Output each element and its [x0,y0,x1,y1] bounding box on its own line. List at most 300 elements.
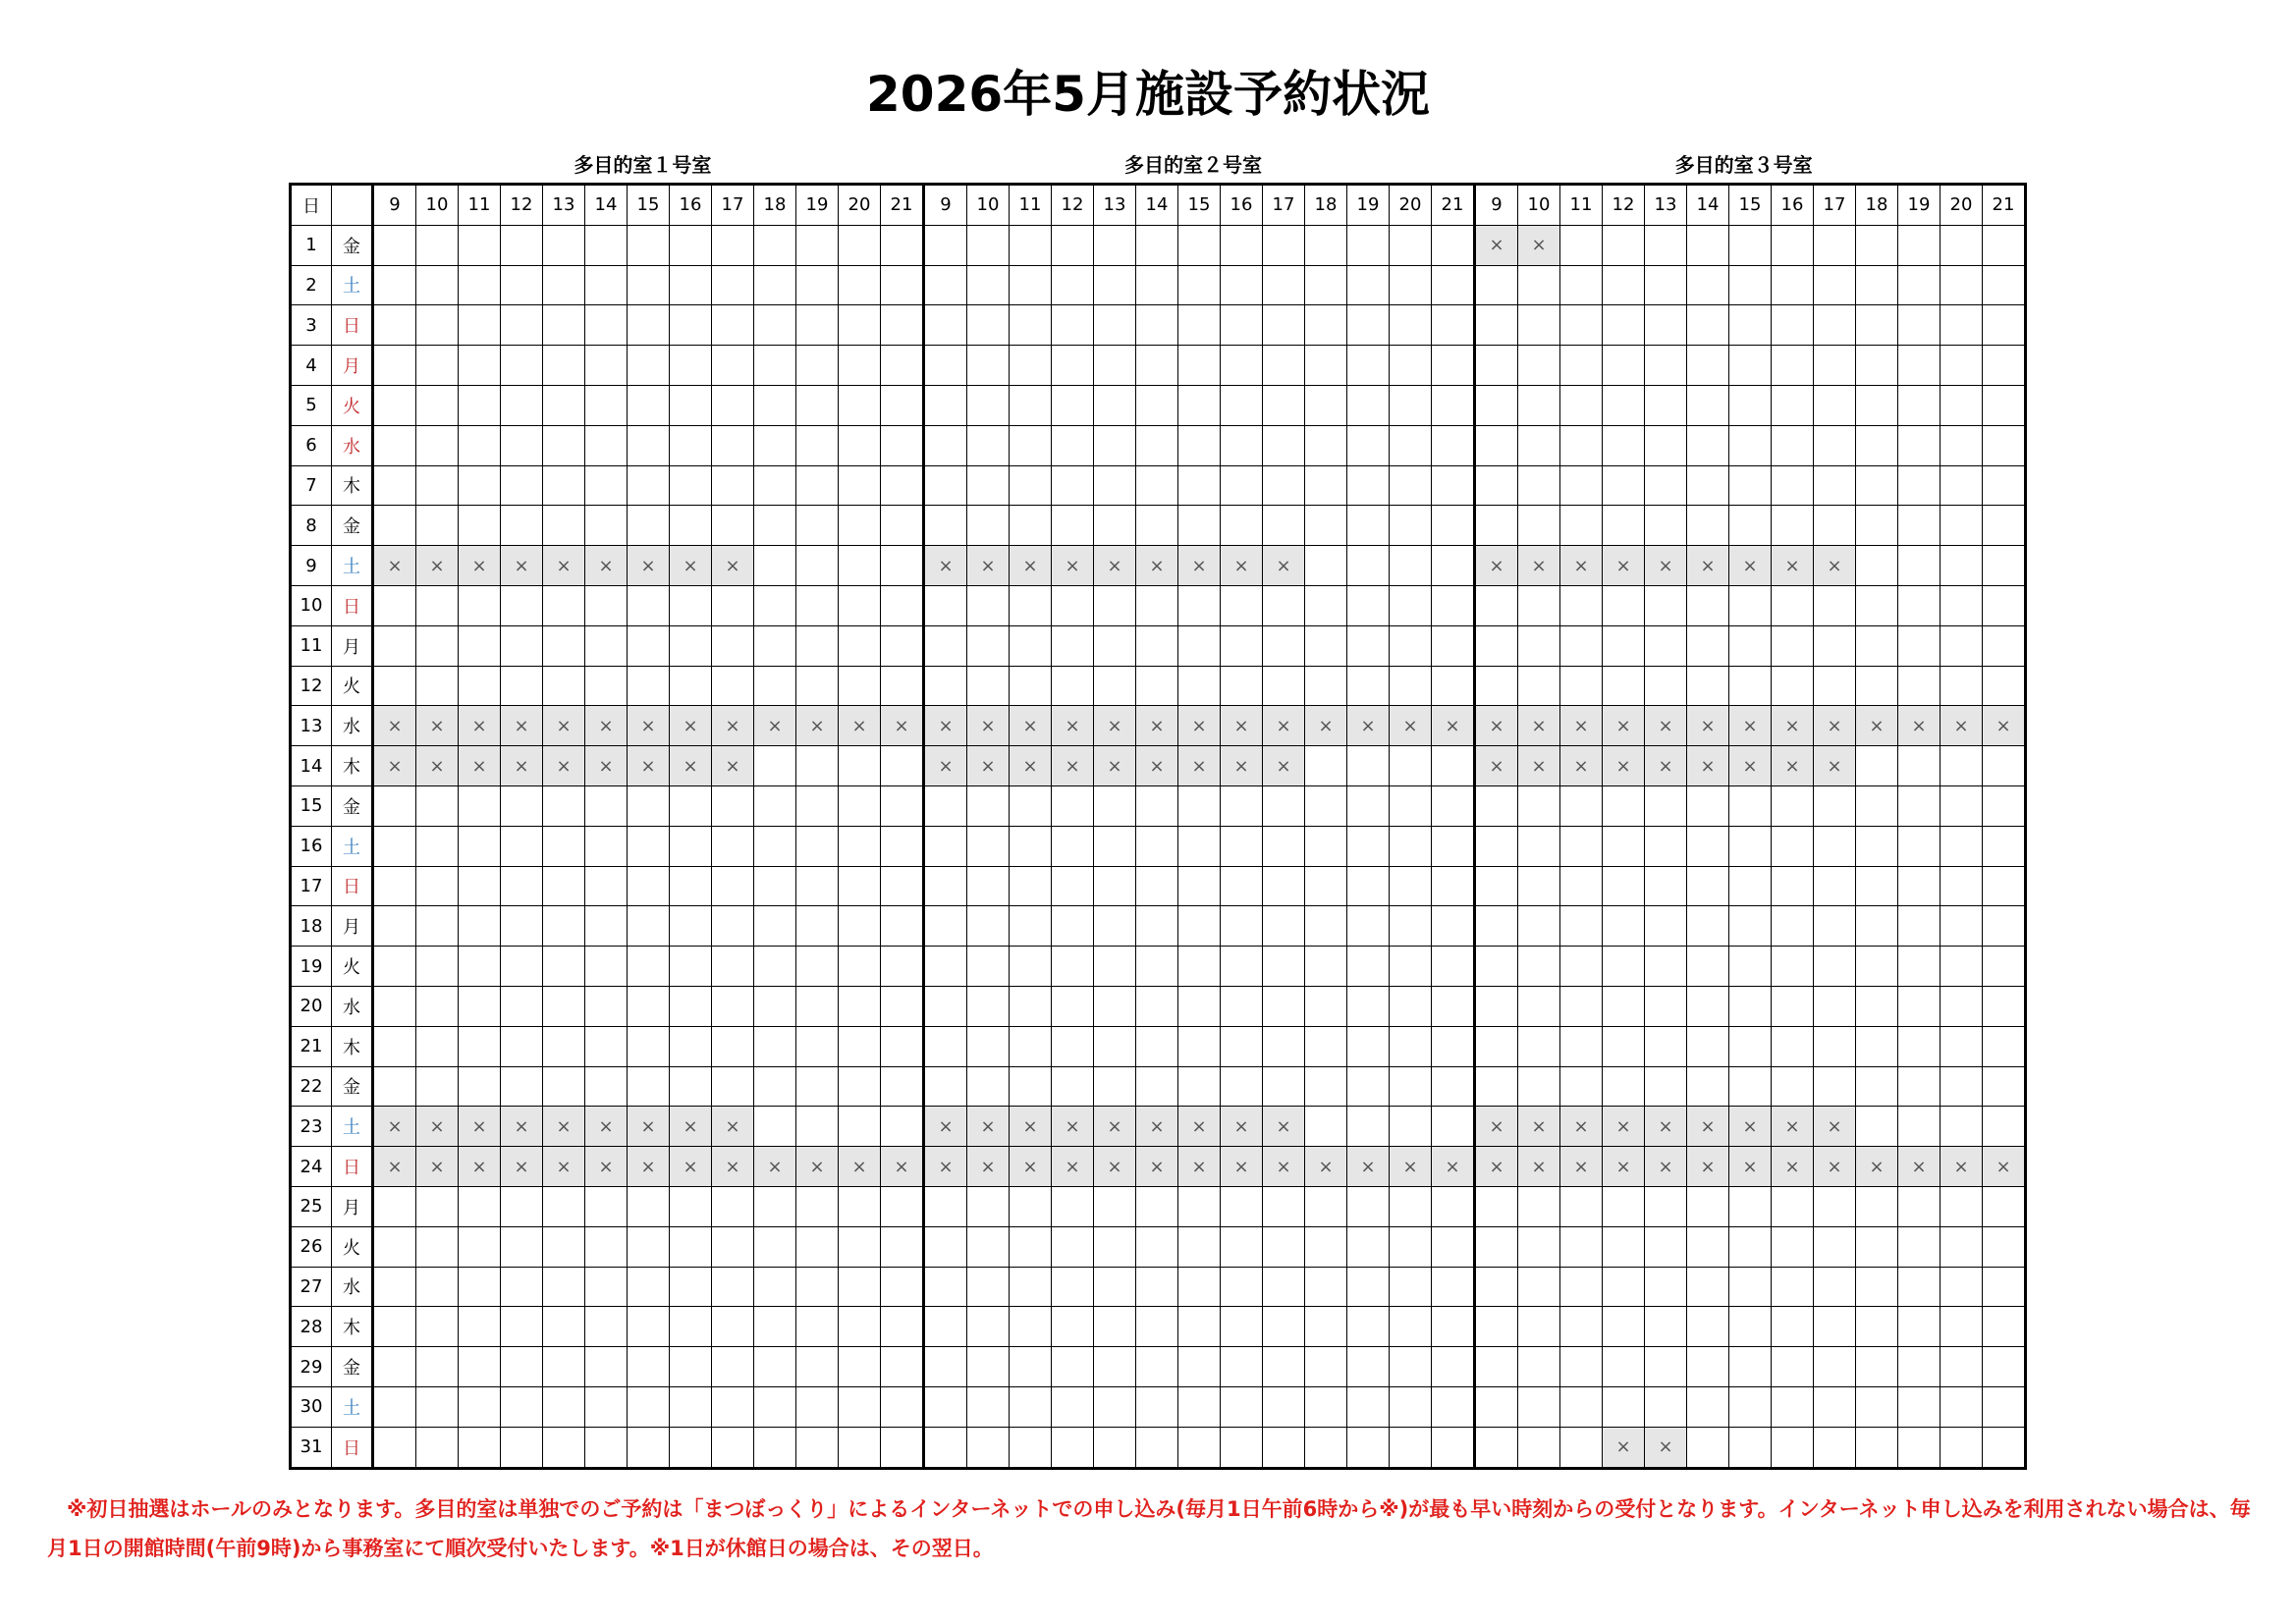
day-number: 28 [291,1307,332,1347]
available-slot [1941,225,1983,265]
available-slot [1475,425,1518,465]
available-slot [1263,1026,1305,1066]
available-slot [1390,305,1432,346]
hour-header: 15 [1729,185,1772,226]
available-slot [1432,425,1475,465]
available-slot [543,625,585,666]
available-slot [670,425,712,465]
available-slot [1136,625,1178,666]
available-slot [967,585,1010,625]
available-slot [1856,1107,1898,1147]
available-slot [1305,1107,1347,1147]
booked-slot: × [1645,1147,1687,1187]
booked-slot: × [1052,1147,1094,1187]
available-slot [1094,947,1136,987]
available-slot [1136,866,1178,906]
available-slot [459,346,501,386]
day-row [291,1147,2026,1187]
hour-header: 11 [459,185,501,226]
booked-slot: × [1772,1147,1814,1187]
available-slot [1094,1267,1136,1307]
available-slot [501,625,543,666]
weekday-label: 土 [332,1386,373,1427]
available-slot [881,506,924,546]
available-slot [416,465,459,506]
available-slot [1898,346,1941,386]
available-slot [1178,1066,1221,1107]
available-slot [839,425,881,465]
available-slot [796,1107,839,1147]
available-slot [1432,666,1475,706]
available-slot [543,666,585,706]
available-slot [1898,986,1941,1026]
available-slot [373,986,416,1026]
available-slot [967,666,1010,706]
day-number: 21 [291,1026,332,1066]
available-slot [967,1347,1010,1387]
weekday-label: 土 [332,1107,373,1147]
day-number: 2 [291,265,332,305]
available-slot [754,1026,796,1066]
available-slot [1136,265,1178,305]
available-slot [1390,1226,1432,1267]
day-number: 13 [291,706,332,746]
available-slot [796,346,839,386]
available-slot [1814,265,1856,305]
available-slot [1814,1026,1856,1066]
available-slot [1305,1026,1347,1066]
available-slot [1518,1386,1560,1427]
available-slot [1390,826,1432,866]
booked-slot: × [1052,1107,1094,1147]
available-slot [1772,1026,1814,1066]
available-slot [1941,1386,1983,1427]
available-slot [1814,1427,1856,1468]
booked-slot: × [1475,225,1518,265]
available-slot [1687,866,1729,906]
available-slot [628,906,670,947]
available-slot [754,1267,796,1307]
booked-slot: × [373,1147,416,1187]
available-slot [628,346,670,386]
available-slot [1645,265,1687,305]
available-slot [373,1186,416,1226]
available-slot [459,225,501,265]
available-slot [1729,346,1772,386]
available-slot [1856,385,1898,425]
available-slot [1263,1427,1305,1468]
available-slot [1898,585,1941,625]
available-slot [670,465,712,506]
available-slot [1814,385,1856,425]
available-slot [1094,385,1136,425]
available-slot [373,947,416,987]
available-slot [1518,866,1560,906]
available-slot [796,1026,839,1066]
available-slot [712,1066,754,1107]
hour-header: 20 [1941,185,1983,226]
available-slot [1094,826,1136,866]
available-slot [1603,385,1645,425]
available-slot [1814,785,1856,826]
available-slot [1729,906,1772,947]
available-slot [1010,1427,1052,1468]
available-slot [1560,906,1603,947]
available-slot [373,346,416,386]
available-slot [1687,465,1729,506]
available-slot [416,1186,459,1226]
available-slot [1390,225,1432,265]
available-slot [1898,546,1941,586]
available-slot [924,346,967,386]
available-slot [1178,506,1221,546]
available-slot [1814,826,1856,866]
day-row [291,305,2026,346]
available-slot [670,785,712,826]
available-slot [1094,1026,1136,1066]
booked-slot: × [1518,546,1560,586]
booked-slot: × [967,746,1010,786]
booked-slot: × [501,1147,543,1187]
available-slot [1898,1427,1941,1468]
available-slot [670,1066,712,1107]
available-slot [924,947,967,987]
available-slot [1941,506,1983,546]
available-slot [1645,666,1687,706]
available-slot [1347,1386,1390,1427]
weekday-label: 土 [332,546,373,586]
available-slot [1560,1386,1603,1427]
booked-slot: × [1772,546,1814,586]
available-slot [1263,785,1305,826]
booked-slot: × [796,1147,839,1187]
available-slot [1305,305,1347,346]
weekday-label: 火 [332,666,373,706]
booked-slot: × [585,1147,628,1187]
available-slot [754,346,796,386]
booked-slot: × [1052,746,1094,786]
day-number: 24 [291,1147,332,1187]
available-slot [459,585,501,625]
available-slot [1814,1386,1856,1427]
available-slot [1898,1066,1941,1107]
available-slot [543,1066,585,1107]
available-slot [1347,986,1390,1026]
available-slot [1178,826,1221,866]
available-slot [754,866,796,906]
available-slot [1136,585,1178,625]
available-slot [670,826,712,866]
available-slot [1432,305,1475,346]
booked-slot: × [1390,1147,1432,1187]
available-slot [1010,425,1052,465]
available-slot [1941,826,1983,866]
available-slot [1347,866,1390,906]
available-slot [1560,625,1603,666]
available-slot [754,1307,796,1347]
available-slot [585,425,628,465]
booked-slot: × [585,1107,628,1147]
available-slot [1347,1186,1390,1226]
day-number: 11 [291,625,332,666]
available-slot [839,1186,881,1226]
available-slot [1687,947,1729,987]
available-slot [839,1307,881,1347]
available-slot [1814,506,1856,546]
available-slot [712,666,754,706]
available-slot [839,546,881,586]
available-slot [1052,1066,1094,1107]
available-slot [1390,1186,1432,1226]
available-slot [1390,746,1432,786]
available-slot [1178,866,1221,906]
available-slot [1305,746,1347,786]
available-slot [1560,585,1603,625]
available-slot [628,1026,670,1066]
available-slot [1094,1186,1136,1226]
available-slot [967,986,1010,1026]
room-label-1: 多目的室１号室 [574,153,712,177]
booked-slot: × [1898,1147,1941,1187]
booked-slot: × [1603,1107,1645,1147]
available-slot [459,666,501,706]
available-slot [1814,1186,1856,1226]
available-slot [754,506,796,546]
available-slot [670,1186,712,1226]
available-slot [1687,585,1729,625]
booked-slot: × [1687,1107,1729,1147]
available-slot [796,785,839,826]
hour-header: 11 [1010,185,1052,226]
booked-slot: × [1729,1147,1772,1187]
available-slot [1941,1427,1983,1468]
available-slot [1221,506,1263,546]
weekday-label: 金 [332,225,373,265]
available-slot [839,866,881,906]
available-slot [628,465,670,506]
booked-slot: × [839,706,881,746]
notice-text: ※初日抽選はホールのみとなります。多目的室は単独でのご予約は「まつぼっくり」によるインターネットでの申し込み(毎月1日午前6時から※)が最も早い時刻からの受付となります。インターネット申し込みを利用されない場合は、毎月1日の開館時間(午前9時)から事務室にて順次受付いたします。※1日が休館日の場合は、その翌日。 [47,1497,2251,1560]
available-slot [543,425,585,465]
booked-slot: × [1221,1147,1263,1187]
available-slot [1941,1026,1983,1066]
booked-slot: × [1010,546,1052,586]
booked-slot: × [1178,706,1221,746]
booked-slot: × [1010,746,1052,786]
available-slot [1178,906,1221,947]
available-slot [1856,1427,1898,1468]
booked-slot: × [501,706,543,746]
available-slot [754,625,796,666]
available-slot [373,1066,416,1107]
available-slot [1983,506,2026,546]
available-slot [459,305,501,346]
available-slot [1941,265,1983,305]
available-slot [1729,1226,1772,1267]
available-slot [881,785,924,826]
available-slot [1432,746,1475,786]
available-slot [1856,866,1898,906]
available-slot [1560,1066,1603,1107]
available-slot [1729,385,1772,425]
available-slot [670,385,712,425]
available-slot [1898,265,1941,305]
available-slot [754,1427,796,1468]
available-slot [1178,947,1221,987]
booked-slot: × [1432,706,1475,746]
available-slot [416,1307,459,1347]
available-slot [1052,1267,1094,1307]
hour-header: 11 [1560,185,1603,226]
available-slot [712,225,754,265]
available-slot [1983,1347,2026,1387]
available-slot [796,1347,839,1387]
available-slot [670,1267,712,1307]
day-number: 30 [291,1386,332,1427]
available-slot [373,1347,416,1387]
available-slot [1772,305,1814,346]
available-slot [1645,585,1687,625]
booked-slot: × [1178,746,1221,786]
available-slot [1518,585,1560,625]
available-slot [754,785,796,826]
available-slot [1178,1026,1221,1066]
weekday-label: 火 [332,385,373,425]
available-slot [924,1226,967,1267]
weekday-label: 土 [332,826,373,866]
available-slot [924,465,967,506]
available-slot [1772,785,1814,826]
available-slot [1941,1226,1983,1267]
available-slot [1263,1267,1305,1307]
available-slot [1856,1026,1898,1066]
hour-header: 15 [628,185,670,226]
available-slot [881,947,924,987]
available-slot [1645,826,1687,866]
available-slot [1094,305,1136,346]
available-slot [754,666,796,706]
available-slot [1136,425,1178,465]
available-slot [1136,906,1178,947]
available-slot [501,666,543,706]
available-slot [1687,1347,1729,1387]
available-slot [1983,947,2026,987]
available-slot [839,746,881,786]
available-slot [1221,986,1263,1026]
day-number: 15 [291,785,332,826]
available-slot [881,225,924,265]
available-slot [1305,947,1347,987]
available-slot [1263,346,1305,386]
available-slot [1010,947,1052,987]
available-slot [459,947,501,987]
available-slot [1518,1226,1560,1267]
available-slot [1772,866,1814,906]
available-slot [373,1427,416,1468]
day-row [291,1026,2026,1066]
available-slot [1094,1307,1136,1347]
booked-slot: × [416,746,459,786]
available-slot [924,986,967,1026]
available-slot [1941,546,1983,586]
available-slot [670,625,712,666]
available-slot [1178,666,1221,706]
available-slot [754,546,796,586]
available-slot [585,346,628,386]
available-slot [1560,666,1603,706]
available-slot [1687,346,1729,386]
available-slot [967,1386,1010,1427]
available-slot [459,1066,501,1107]
available-slot [1560,1347,1603,1387]
available-slot [1432,385,1475,425]
available-slot [628,265,670,305]
available-slot [628,666,670,706]
available-slot [1432,1427,1475,1468]
booked-slot: × [1898,706,1941,746]
hour-header: 18 [754,185,796,226]
booked-slot: × [670,706,712,746]
available-slot [839,785,881,826]
available-slot [1560,1026,1603,1066]
available-slot [1221,1066,1263,1107]
booked-slot: × [1475,746,1518,786]
available-slot [1645,1386,1687,1427]
available-slot [1390,1307,1432,1347]
available-slot [1814,1307,1856,1347]
available-slot [881,666,924,706]
available-slot [967,906,1010,947]
available-slot [1941,1267,1983,1307]
available-slot [543,1307,585,1347]
available-slot [924,785,967,826]
available-slot [628,385,670,425]
available-slot [1432,1386,1475,1427]
available-slot [670,986,712,1026]
booked-slot: × [1603,746,1645,786]
available-slot [543,1186,585,1226]
available-slot [712,506,754,546]
available-slot [1305,585,1347,625]
available-slot [1052,986,1094,1026]
available-slot [1603,346,1645,386]
available-slot [967,346,1010,386]
available-slot [670,506,712,546]
available-slot [1347,1267,1390,1307]
booked-slot: × [924,746,967,786]
available-slot [1560,1307,1603,1347]
available-slot [796,265,839,305]
available-slot [585,385,628,425]
booked-slot: × [373,1107,416,1147]
available-slot [1475,465,1518,506]
available-slot [1560,947,1603,987]
available-slot [967,465,1010,506]
available-slot [1518,947,1560,987]
available-slot [1898,1107,1941,1147]
booked-slot: × [1560,746,1603,786]
available-slot [1983,546,2026,586]
booked-slot: × [1136,1107,1178,1147]
available-slot [1390,785,1432,826]
available-slot [1221,1307,1263,1347]
booked-slot: × [1221,546,1263,586]
available-slot [501,1026,543,1066]
day-row [291,625,2026,666]
booked-slot: × [1347,1147,1390,1187]
available-slot [1475,986,1518,1026]
available-slot [1898,1267,1941,1307]
